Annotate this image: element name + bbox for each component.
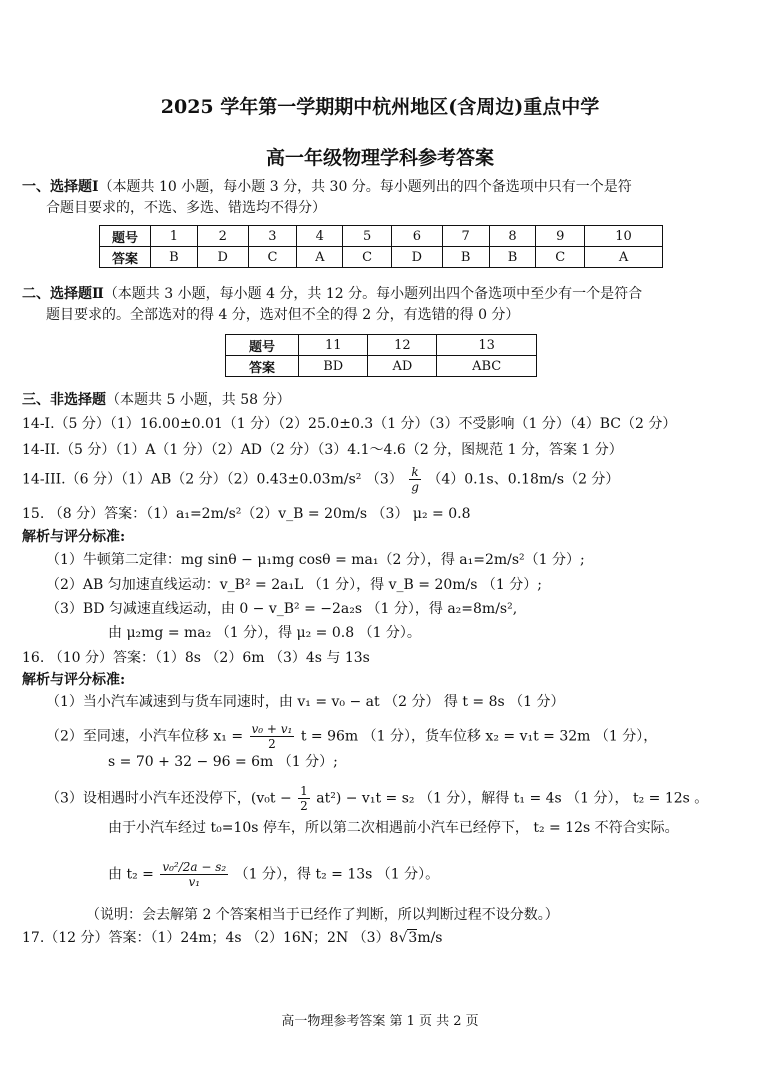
q17-answer-a: 17.（12 分）答案：（1）24m；4s （2）16N；2N （3）8	[22, 930, 399, 946]
table-cell: 11	[299, 335, 368, 356]
table-cell: B	[151, 247, 198, 268]
table-cell: A	[585, 247, 663, 268]
section2-desc-b: 题目要求的。全部选对的得 4 分，选对但不全的得 2 分，有选错的得 0 分）	[46, 307, 520, 323]
section2-desc-a: （本题共 3 小题，每小题 4 分，共 12 分。每小题列出四个备选项中至少有一个是符合	[103, 286, 643, 302]
table-cell: B	[489, 247, 536, 268]
q16-step1: （1）当小汽车减速到与货车同速时，由 v₁ = v₀ − at （2 分） 得 t = 8s （1 分）	[46, 694, 565, 710]
section1-desc-a: （本题共 10 小题，每小题 3 分，共 30 分。每小题列出的四个备选项中只有一个是符	[98, 179, 632, 195]
velocity-average-fraction	[250, 722, 295, 751]
table-cell: C	[536, 247, 585, 268]
table-header-cell: 答案	[226, 356, 299, 377]
q15-step4: 由 μ₂mg = ma₂ （1 分），得 μ₂ = 0.8 （1 分）。	[108, 625, 421, 641]
q15-analysis-heading: 解析与评分标准:	[22, 529, 126, 545]
one-half-fraction	[298, 784, 310, 813]
q14-part1: 14-I.（5 分）（1）16.00±0.01（1 分）（2）25.0±0.3（1 分）（3）不受影响（1 分）（4）BC（2 分）	[22, 416, 677, 432]
table-cell: 7	[442, 226, 489, 247]
q15-step1: （1）牛顿第二定律：mg sinθ − μ₁mg cosθ = ma₁（2 分），得 a₁=2m/s²（1 分）;	[46, 552, 585, 568]
fraction-numerator: k	[411, 465, 419, 479]
section3-label: 三、非选择题	[22, 392, 106, 408]
q15-step3: （3）BD 匀减速直线运动，由 0 − v_B² = −2a₂s （1 分），得 a₂=8m/s²,	[46, 601, 518, 617]
table-row	[226, 335, 537, 356]
fraction-denominator: 2	[268, 737, 276, 751]
q16-step3-d-text: 由 t₂ =	[108, 866, 154, 883]
q14-part3-a: 14-III.（6 分）（1）AB（2 分）（2）0.43±0.03m/s²	[22, 471, 362, 488]
section2-label: 二、选择题Ⅱ	[22, 286, 104, 302]
q17-answer-b: m/s	[417, 930, 443, 946]
q16-step3-a: （3）设相遇时小汽车还没停下，(v₀t −	[46, 790, 292, 807]
section1-answer-table	[99, 225, 663, 268]
table-cell: 4	[297, 226, 343, 247]
table-cell: D	[391, 247, 442, 268]
table-cell: 6	[391, 226, 442, 247]
q16-step2-c: s = 70 + 32 − 96 = 6m （1 分）;	[108, 754, 338, 770]
q16-step3-e: （1 分），得 t₂ = 13s （1 分）。	[234, 866, 440, 883]
q14-part2: 14-II.（5 分）（1）A（1 分）（2）AD（2 分）（3）4.1～4.6（2 分，图规范 1 分，答案 1 分）	[22, 442, 623, 458]
table-header-cell: 答案	[100, 247, 151, 268]
table-cell: 3	[248, 226, 297, 247]
page-footer: 高一物理参考答案 第 1 页 共 2 页	[281, 1014, 479, 1029]
page-subtitle: 高一年级物理学科参考答案	[265, 147, 494, 169]
section1-label: 一、选择题Ⅰ	[22, 179, 99, 195]
table-cell: ABC	[437, 356, 537, 377]
table-header-cell: 题号	[100, 226, 151, 247]
section1-desc-b: 合题目要求的，不选、多选、错选均不得分）	[46, 200, 326, 216]
page-title: 2025 学年第一学期期中杭州地区(含周边)重点中学	[160, 96, 600, 118]
section3-heading	[22, 390, 291, 410]
q16-step2-b: t = 96m （1 分），货车位移 x₂ = v₁t = 32m （1 分），	[300, 728, 658, 745]
table-row	[100, 226, 663, 247]
fraction-denominator: v₁	[188, 875, 201, 889]
q15-answer: 15. （8 分）答案：（1）a₁=2m/s²（2）v_B = 20m/s （3） μ₂ = 0.8	[22, 506, 471, 522]
k-over-g-fraction	[409, 465, 421, 494]
table-cell: A	[297, 247, 343, 268]
table-cell: BD	[299, 356, 368, 377]
section2-answer-table	[225, 334, 537, 377]
fraction-numerator: v₀ + v₁	[251, 722, 293, 736]
q16-step2	[46, 722, 657, 751]
sqrt-radicand: 3	[408, 930, 418, 946]
q14-part3	[22, 465, 619, 494]
table-cell: 12	[368, 335, 437, 356]
section3-desc: （本题共 5 小题，共 58 分）	[106, 392, 291, 408]
table-cell: 5	[343, 226, 392, 247]
fraction-numerator: 1	[300, 784, 308, 798]
table-cell: 10	[585, 226, 663, 247]
q14-part3-c: （4）0.1s、0.18m/s（2 分）	[427, 471, 620, 488]
q16-step2-a: （2）至同速，小汽车位移 x₁ =	[46, 728, 244, 745]
table-row	[226, 356, 537, 377]
fraction-denominator: 2	[300, 799, 308, 813]
table-cell: 13	[437, 335, 537, 356]
sqrt-symbol: √	[398, 930, 408, 946]
q16-note: （说明：会去解第 2 个答案相当于已经作了判断，所以判断过程不设分数。）	[86, 907, 559, 923]
q16-step3-b: at²) − v₁t = s₂ （1 分），解得 t₁ = 4s （1 分）， t₂ = 12s 。	[316, 790, 709, 807]
section2-heading	[22, 284, 642, 304]
q16-step3-c: 由于小汽车经过 t₀=10s 停车，所以第二次相遇前小汽车已经停下， t₂ = 12s 不符合实际。	[108, 820, 679, 836]
table-cell: AD	[368, 356, 437, 377]
table-cell: D	[197, 247, 248, 268]
q16-answer: 16. （10 分）答案：（1）8s （2）6m （3）4s 与 13s	[22, 650, 370, 666]
q15-step2: （2）AB 匀加速直线运动：v_B² = 2a₁L （1 分），得 v_B = 20m/s （1 分）;	[46, 577, 542, 593]
time-fraction	[160, 860, 228, 889]
q17-answer	[22, 928, 443, 948]
table-cell: 8	[489, 226, 536, 247]
table-cell: 1	[151, 226, 198, 247]
q14-part3-b: （3）	[365, 471, 403, 488]
section1-heading	[22, 177, 632, 197]
table-cell: 9	[536, 226, 585, 247]
table-row	[100, 247, 663, 268]
table-cell: C	[343, 247, 392, 268]
table-cell: C	[248, 247, 297, 268]
table-cell: B	[442, 247, 489, 268]
fraction-numerator: v₀²/2a − s₂	[162, 860, 227, 874]
q16-step3	[46, 784, 708, 813]
q16-analysis-heading: 解析与评分标准:	[22, 672, 126, 688]
table-cell: 2	[197, 226, 248, 247]
table-header-cell: 题号	[226, 335, 299, 356]
fraction-denominator: g	[411, 480, 419, 494]
q16-step3-d	[108, 860, 439, 889]
